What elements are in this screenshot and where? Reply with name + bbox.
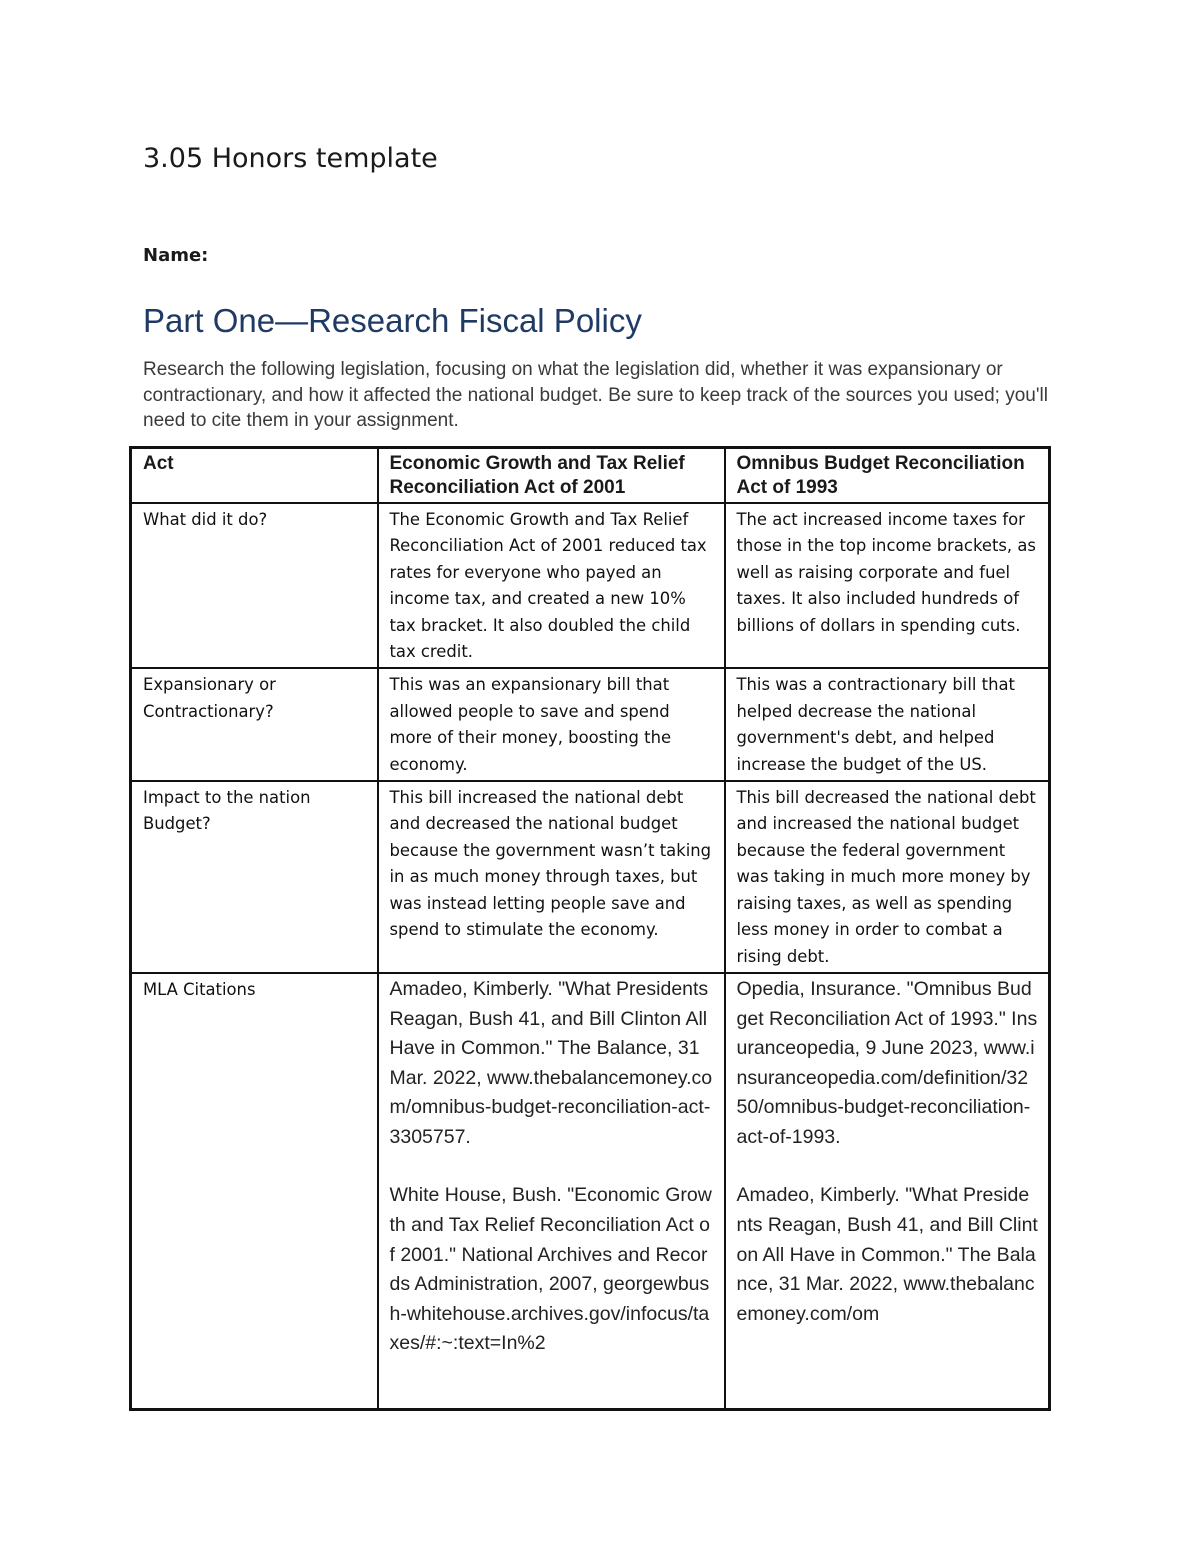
cell-egtrra-impact: This bill increased the national debt and decreased the national budget because the government wasn’t taking in as much money through taxes, but was instead letting people save and spend to stimulate the economy. xyxy=(378,781,725,973)
name-label: Name: xyxy=(143,245,209,266)
cell-obra-impact: This bill decreased the national debt and increased the national budget because the federal government was taking in much more money by raising taxes, as well as spending less money in order to combat a rising debt. xyxy=(725,781,1050,973)
legislation-table xyxy=(129,446,1051,1411)
citation-entry: Opedia, Insurance. "Omnibus Budget Reconciliation Act of 1993." Insuranceopedia, 9 June 2023, www.insuranceopedia.com/definition/3250/omnibus-budget-reconciliation-act-of-1993. xyxy=(736,977,1038,1148)
row-label-mla-citations: MLA Citations xyxy=(131,973,378,1410)
cell-egtrra-citations xyxy=(378,973,725,1410)
header-egtrra-2001: Economic Growth and Tax Relief Reconciliation Act of 2001 xyxy=(378,448,725,504)
cell-obra-citations xyxy=(725,973,1050,1410)
citation-entry: Amadeo, Kimberly. "What Presidents Reagan, Bush 41, and Bill Clinton All Have in Common." The Balance, 31 Mar. 2022, www.thebalancemoney.com/omnibus-budget-reconciliation-act-3305757. xyxy=(389,977,713,1148)
header-obra-1993: Omnibus Budget Reconciliation Act of 1993 xyxy=(725,448,1050,504)
cell-obra-what: The act increased income taxes for those in the top income brackets, as well as raising corporate and fuel taxes. It also included hundreds of billions of dollars in spending cuts. xyxy=(725,503,1050,668)
citation-entry: White House, Bush. "Economic Growth and Tax Relief Reconciliation Act of 2001." National Archives and Records Administration, 2007, georgewbush-whitehouse.archives.gov/infocus/taxes/#:~:text=In%2 xyxy=(389,1184,712,1355)
header-act: Act xyxy=(131,448,378,504)
section-heading: Part One—Research Fiscal Policy xyxy=(143,302,642,339)
table-row xyxy=(131,781,1050,973)
cell-egtrra-type: This was an expansionary bill that allowed people to save and spend more of their money, boosting the economy. xyxy=(378,668,725,781)
row-label-impact: Impact to the nation Budget? xyxy=(131,781,378,973)
table-row xyxy=(131,973,1050,1410)
table-row xyxy=(131,668,1050,781)
row-label-expansionary: Expansionary or Contractionary? xyxy=(131,668,378,781)
cell-egtrra-what: The Economic Growth and Tax Relief Reconciliation Act of 2001 reduced tax rates for everyone who payed an income tax, and created a new 10% tax bracket. It also doubled the child tax credit. xyxy=(378,503,725,668)
document-title: 3.05 Honors template xyxy=(143,143,438,174)
intro-paragraph: Research the following legislation, focusing on what the legislation did, whether it was expansionary or contractionary, and how it affected the national budget. Be sure to keep track of the sources you used; you'll need to cite them in your assignment. xyxy=(143,359,1048,431)
cell-obra-type: This was a contractionary bill that helped decrease the national government's debt, and helped increase the budget of the US. xyxy=(725,668,1050,781)
row-label-what-did-it-do: What did it do? xyxy=(131,503,378,668)
table-header-row xyxy=(131,448,1050,504)
table-row xyxy=(131,503,1050,668)
citation-entry: Amadeo, Kimberly. "What Presidents Reagan, Bush 41, and Bill Clinton All Have in Common." The Balance, 31 Mar. 2022, www.thebalancemoney.com/om xyxy=(736,1184,1038,1325)
